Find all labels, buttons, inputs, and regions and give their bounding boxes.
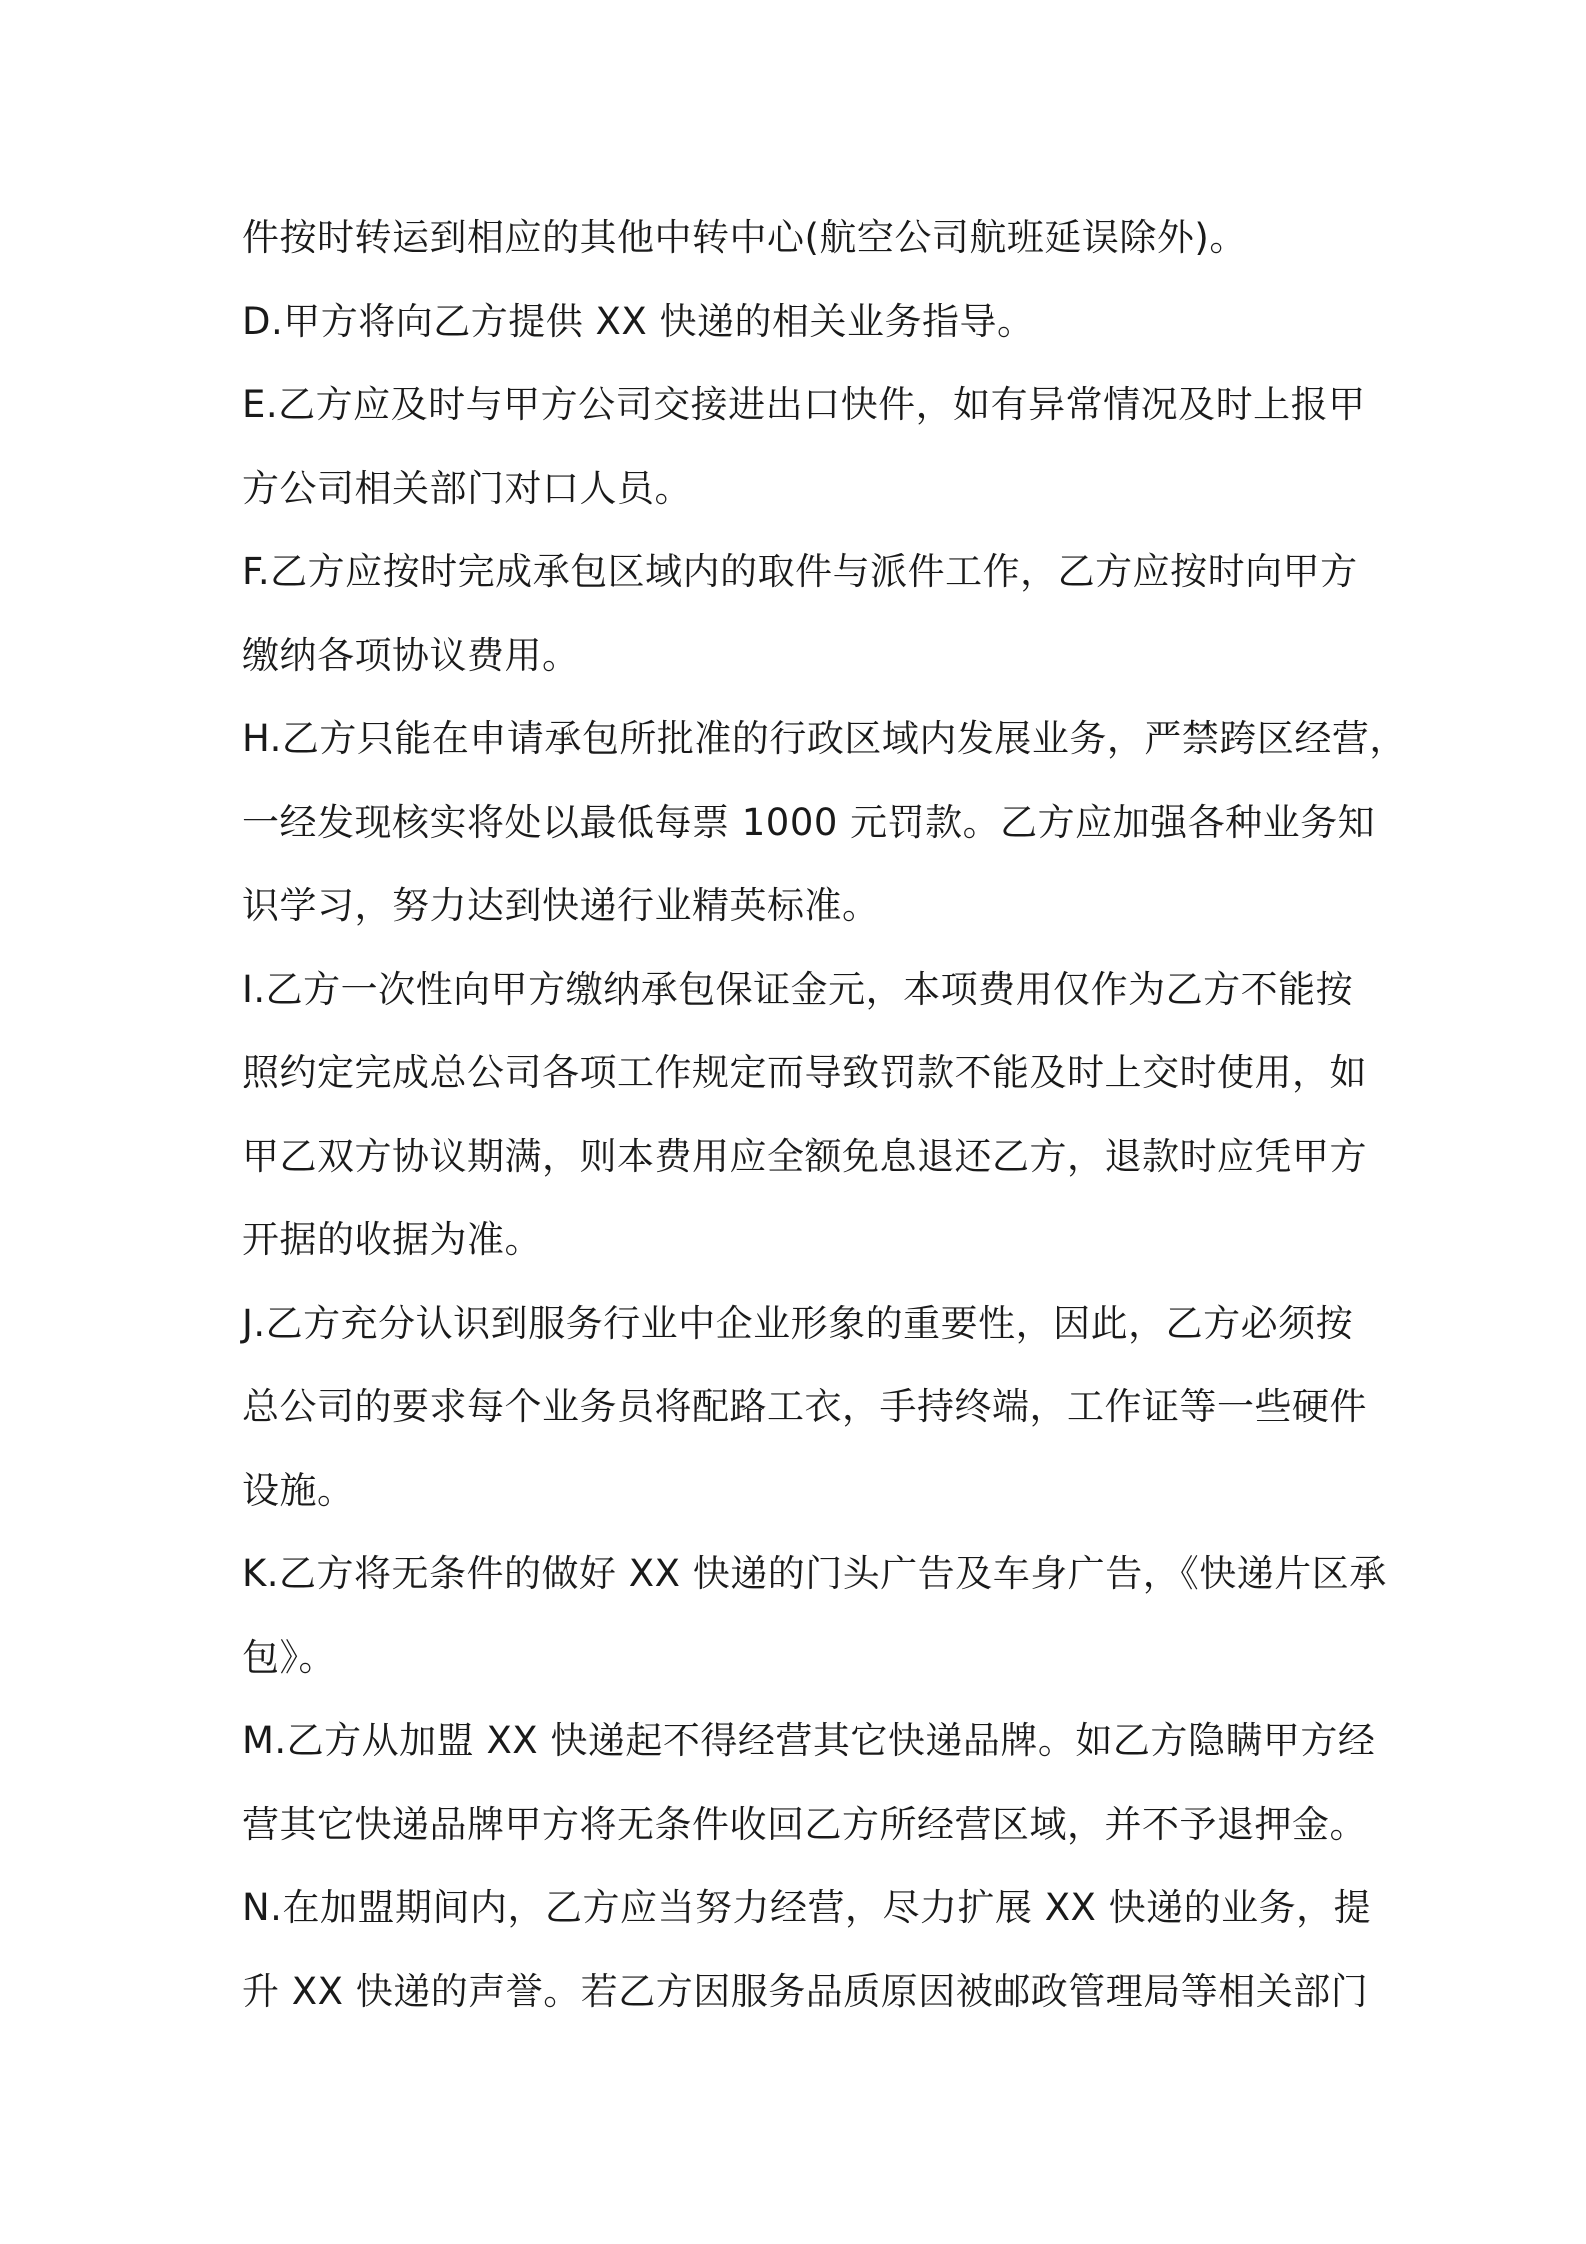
text-line: K.乙方将无条件的做好 XX 快递的门头广告及车身广告，《快递片区承 — [242, 1552, 1387, 1595]
text-line: 包》。 — [242, 1635, 336, 1679]
text-line: 方公司相关部门对口人员。 — [242, 466, 692, 510]
text-line: 照约定完成总公司各项工作规定而导致罚款不能及时上交时使用，如 — [242, 1051, 1367, 1094]
text-line: H.乙方只能在申请承包所批准的行政区域内发展业务，严禁跨区经营， — [242, 717, 1407, 760]
text-line: 识学习，努力达到快递行业精英标准。 — [242, 884, 880, 927]
text-line: 缴纳各项协议费用。 — [242, 633, 580, 677]
text-line: 甲乙双方协议期满，则本费用应全额免息退还乙方，退款时应凭甲方 — [242, 1134, 1367, 1178]
text-line: 开据的收据为准。 — [242, 1218, 542, 1261]
text-line: N.在加盟期间内，乙方应当努力经营，尽力扩展 XX 快递的业务，提 — [242, 1886, 1372, 1929]
text-line: 件按时转运到相应的其他中转中心(航空公司航班延误除外)。 — [242, 216, 1247, 259]
text-line: 升 XX 快递的声誉。若乙方因服务品质原因被邮政管理局等相关部门 — [242, 1969, 1369, 2013]
contract-text-body — [242, 196, 1407, 2033]
text-line: 营其它快递品牌甲方将无条件收回乙方所经营区域，并不予退押金。 — [242, 1802, 1367, 1846]
text-line: 总公司的要求每个业务员将配路工衣，手持终端，工作证等一些硬件 — [242, 1385, 1367, 1428]
text-line: 一经发现核实将处以最低每票 1000 元罚款。乙方应加强各种业务知 — [242, 800, 1376, 844]
text-line: D.甲方将向乙方提供 XX 快递的相关业务指导。 — [242, 299, 1035, 343]
text-line: I.乙方一次性向甲方缴纳承包保证金元，本项费用仅作为乙方不能按 — [242, 967, 1354, 1011]
text-line: 设施。 — [242, 1468, 355, 1512]
text-line: E.乙方应及时与甲方公司交接进出口快件，如有异常情况及时上报甲 — [242, 383, 1366, 426]
text-line: M.乙方从加盟 XX 快递起不得经营其它快递品牌。如乙方隐瞒甲方经 — [242, 1719, 1376, 1762]
text-line: J.乙方充分认识到服务行业中企业形象的重要性，因此，乙方必须按 — [242, 1301, 1354, 1345]
text-line: F.乙方应按时完成承包区域内的取件与派件工作，乙方应按时向甲方 — [242, 550, 1358, 593]
